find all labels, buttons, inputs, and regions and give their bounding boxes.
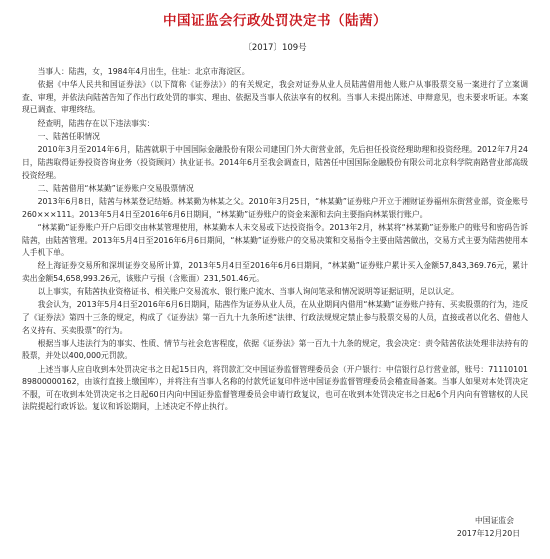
paragraph-intro: 依据《中华人民共和国证券法》（以下简称《证券法》）的有关规定，我会对证券从业人员陆茜借用他人账户从事股票交易一案进行了立案调查、审理，并依法向陆茜告知了作出行政处罚的事实、理由、依据及当事人依法享有的权利。当事人未提出陈述、申辩意见，也未要求听证。本案现已调查、审理终结。 <box>22 80 528 115</box>
section-heading-account: 二、陆茜借用“林某勤”证券账户交易股票情况 <box>37 184 194 194</box>
paragraph-trading-amounts: 经上海证券交易所和深圳证券交易所计算，2013年5月4日至2016年6月6日期间，“林某勤”证券账户累计买入金额57,843,369.76元，累计卖出金额54,658,993.26元，该账户亏损（含账面）231,501.46元。 <box>22 261 528 284</box>
document-body <box>22 66 528 414</box>
paragraph-party: 当事人：陆茜，女，1984年4月出生，住址：北京市海淀区。 <box>37 67 250 76</box>
document-number: 〔2017〕109号 <box>243 43 307 53</box>
paragraph-decision: 根据当事人违法行为的事实、性质、情节与社会危害程度，依据《证券法》第一百九十九条的规定，我会决定：责令陆茜依法处理非法持有的股票，并处以400,000元罚款。 <box>22 338 528 361</box>
issuer-name: 中国证监会 <box>475 516 514 525</box>
paragraph-account-2: “林某勤”证券账户开户后即交由林某管理使用，林某勤本人未交易或下达投资指令。2013年2月，林某将“林某勤”证券账户的账号和密码告诉陆茜，由陆茜管理。2013年5月4日至2016年6月6日期间，“林某勤”证券账户的交易决策和交易指令主要由陆茜做出，交易方式主要为陆茜使用本人手机下单。 <box>22 223 528 258</box>
paragraph-account-1: 2013年6月8日，陆茜与林某登记结婚。林某勤为林某之父。2010年3月25日，“林某勤”证券账户开立于湘财证券福州东街营业部，资金账号260×××111。2013年5月4日至2016年6月6日期间，“林某勤”证券账户的资金来源和去向主要指向林某银行账户。 <box>22 197 528 219</box>
section-heading-employment: 一、陆茜任职情况 <box>37 132 100 142</box>
document-title: 中国证监会行政处罚决定书（陆茜） <box>163 13 387 29</box>
paragraph-evidence: 以上事实，有陆茜执业资格证书、相关账户交易流水、银行账户流水、当事人询问笔录和情况说明等证据证明，足以认定。 <box>37 287 459 297</box>
paragraph-findings-lead: 经查明，陆茜存在以下违法事实： <box>37 118 155 128</box>
paragraph-employment: 2010年3月至2014年6月，陆茜就职于中国国际金融股份有限公司建国门外大街营业部，先后担任投资经理助理和投资经理。2012年7月24日，陆茜取得证券投资咨询业务（投资顾问）执业证书。2014年6月至我会调查日，陆茜任中国国际金融股份有限公司北京科学院南路营业部高级投资经理。 <box>22 145 528 180</box>
issue-date: 2017年12月20日 <box>456 529 520 538</box>
paragraph-opinion: 我会认为，2013年5月4日至2016年6月6日期间，陆茜作为证券从业人员，在从业期间内借用“林某勤”证券账户持有、买卖股票的行为，违反了《证券法》第四十三条的规定，构成了《证券法》第一百九十九条所述“法律、行政法规规定禁止参与股票交易的人员，直接或者以化名、借他人名义持有、买卖股票”的行为。 <box>22 300 528 335</box>
paragraph-payment-appeal: 上述当事人应自收到本处罚决定书之日起15日内，将罚款汇交中国证券监督管理委员会（开户银行：中信银行总行营业部，账号：7111010189800000162，由该行直接上缴国库），并将注有当事人名称的付款凭证复印件送中国证券监督管理委员会稽查局备案。当事人如果对本处罚决定不服，可在收到本处罚决定书之日起60日内向中国证券监督管理委员会申请行政复议，也可在收到本处罚决定书之日起6个月内向有管辖权的人民法院提起行政诉讼。复议和诉讼期间，上述决定不停止执行。 <box>22 364 528 412</box>
signature-block <box>457 514 520 540</box>
